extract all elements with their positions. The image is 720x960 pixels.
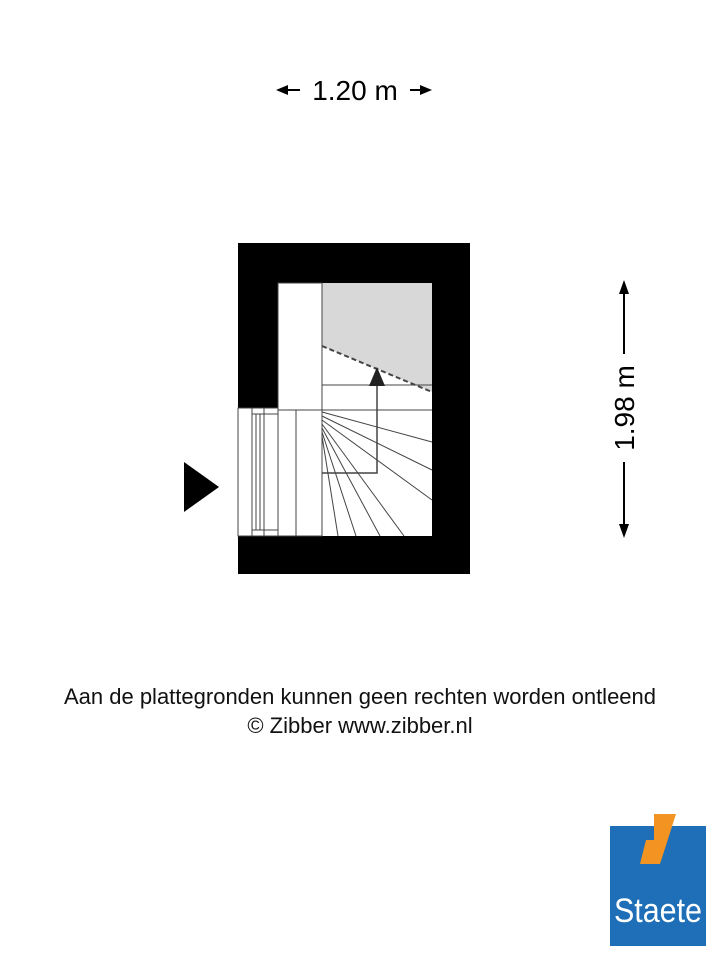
wall-right — [432, 243, 470, 574]
cabinet-lower — [278, 410, 322, 536]
staete-logo — [610, 814, 706, 946]
wall-left-lower — [238, 536, 278, 574]
width-dimension — [276, 75, 432, 106]
height-dimension-label: 1.98 m — [609, 365, 640, 451]
width-arrow-right-icon — [420, 85, 432, 95]
door-opening — [238, 408, 278, 536]
width-dimension-label: 1.20 m — [312, 75, 398, 106]
height-dimension — [609, 280, 640, 538]
cabinet-upper — [278, 283, 322, 410]
interior — [278, 283, 432, 536]
height-arrow-down-icon — [619, 524, 629, 538]
logo-text: Staete — [614, 892, 702, 930]
wall-left-upper — [238, 243, 278, 408]
copyright-text: © Zibber www.zibber.nl — [247, 713, 473, 738]
door-frame — [238, 408, 278, 536]
height-arrow-up-icon — [619, 280, 629, 294]
disclaimer-text: Aan de plattegronden kunnen geen rechten worden ontleend — [63, 684, 657, 709]
entrance-triangle-icon — [184, 462, 219, 512]
